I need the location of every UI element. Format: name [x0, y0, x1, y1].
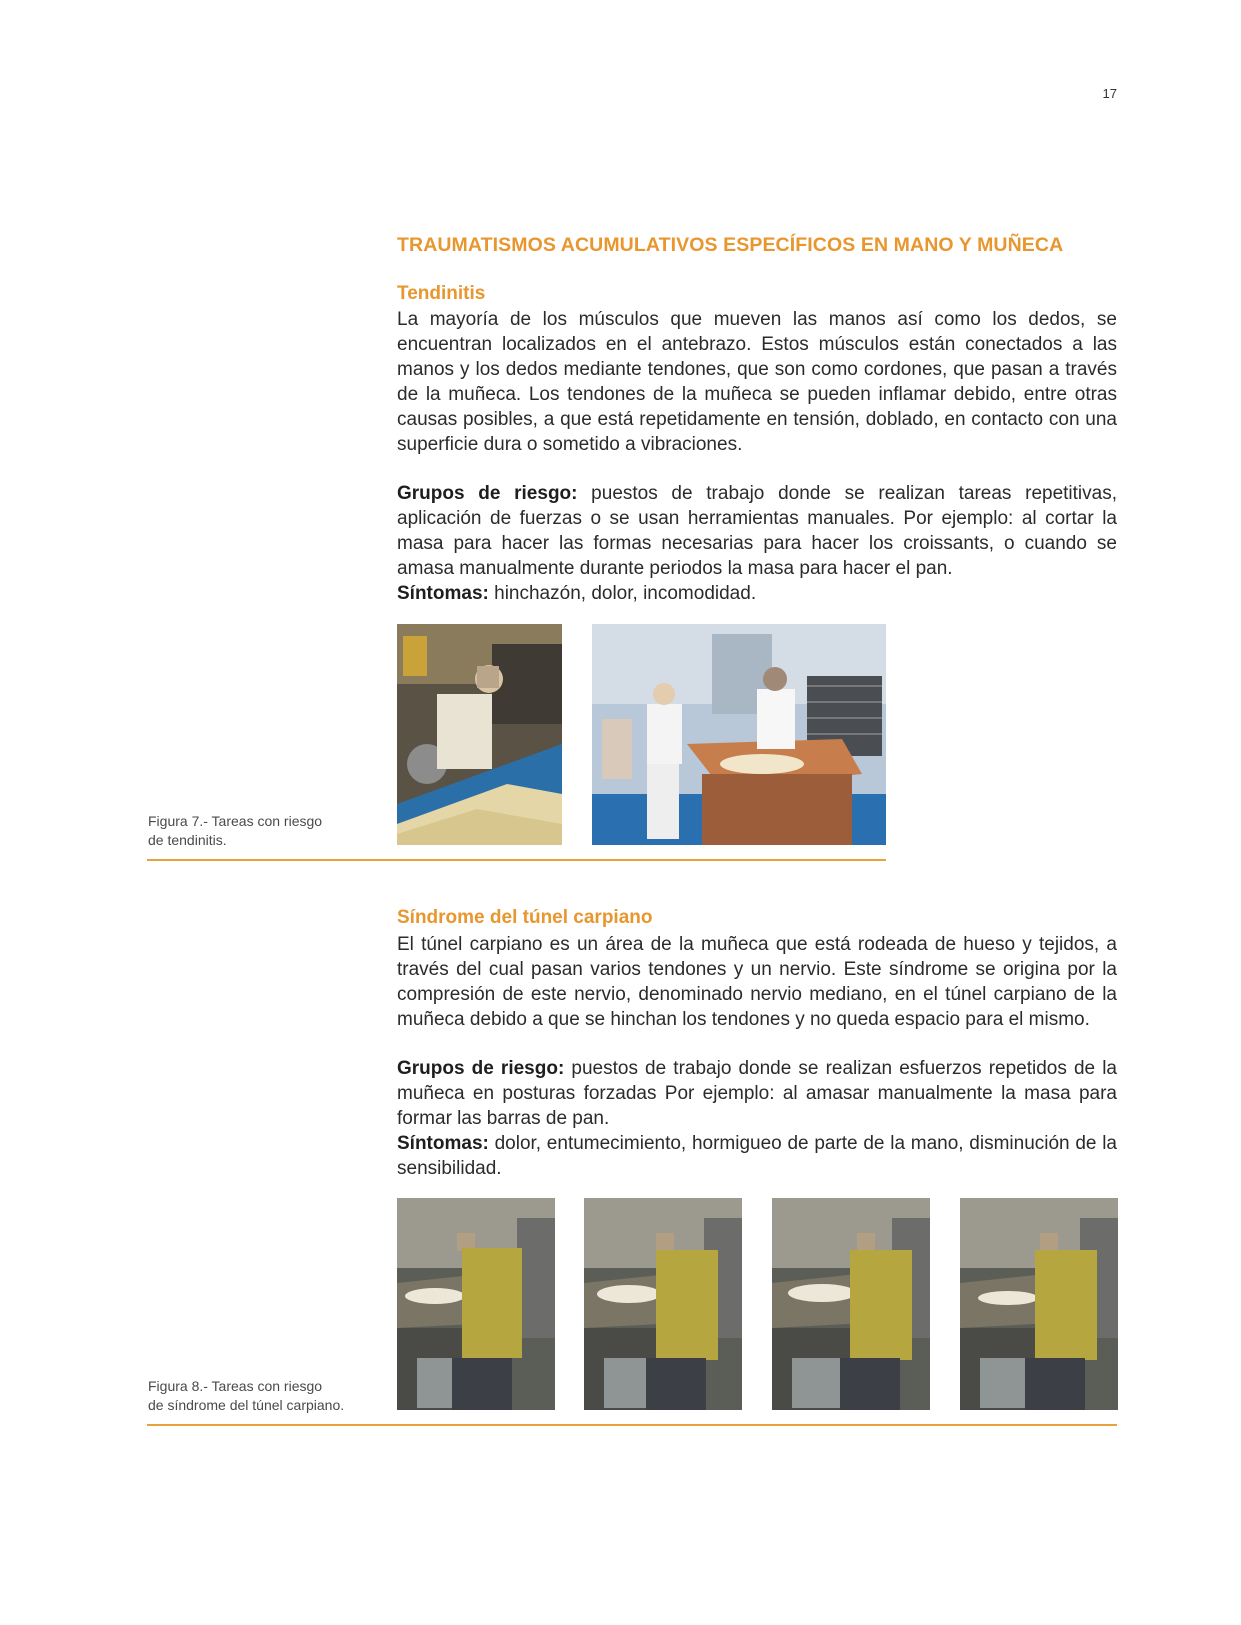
section-title: TRAUMATISMOS ACUMULATIVOS ESPECÍFICOS EN MANO Y MUÑECA: [397, 234, 1064, 256]
figure-7-caption-line1: Figura 7.- Tareas con riesgo: [148, 813, 323, 829]
figure-8-divider: [147, 1424, 1117, 1426]
page-number: 17: [1102, 86, 1117, 101]
symptoms-label: Síntomas:: [397, 1133, 489, 1154]
figure-7-divider: [147, 859, 886, 861]
carpal-tunnel-title: Síndrome del túnel carpiano: [397, 907, 653, 928]
risk-groups-text: puestos de trabajo donde se realizan tareas repetitivas, aplicación de fuerzas o se usan herramientas manuales. Por ejemplo: al cortar la masa para hacer las formas necesarias para hacer los croissants, o cuando se amasa manualmente durante periodos la masa para hacer el pan.: [397, 483, 1117, 579]
symptoms-label: Síntomas:: [397, 583, 489, 604]
figure-8-caption-line2: de síndrome del túnel carpiano.: [148, 1397, 345, 1413]
figure-7-caption: [148, 812, 378, 850]
figure-8-photo-4: [960, 1198, 1118, 1410]
figure-8-caption-line1: Figura 8.- Tareas con riesgo: [148, 1378, 323, 1394]
figure-7-caption-line2: de tendinitis.: [148, 832, 227, 848]
risk-groups-label: Grupos de riesgo:: [397, 1058, 565, 1079]
figure-8-caption: [148, 1377, 378, 1415]
carpal-tunnel-risk-groups: [397, 1056, 1117, 1131]
figure-8-photo-1: [397, 1198, 555, 1410]
symptoms-text: dolor, entumecimiento, hormigueo de parte de la mano, disminución de la sensibilidad.: [397, 1133, 1117, 1179]
carpal-tunnel-symptoms: [397, 1131, 1117, 1181]
tendinitis-body: La mayoría de los músculos que mueven las manos así como los dedos, se encuentran localizados en el antebrazo. Estos músculos están conectados a las manos y los dedos mediante tendones, que son como cordones, que pasan a través de la muñeca. Los tendones de la muñeca se pueden inflamar debido, entre otras causas posibles, a que está repetidamente en tensión, doblado, en contacto con una superficie dura o sometido a vibraciones.: [397, 309, 1117, 455]
tendinitis-symptoms: [397, 581, 1117, 606]
figure-8-photo-2: [584, 1198, 742, 1410]
symptoms-text: hinchazón, dolor, incomodidad.: [488, 583, 757, 604]
risk-groups-label: Grupos de riesgo:: [397, 483, 578, 504]
figure-7-photo-cutting-dough: [397, 624, 562, 845]
carpal-tunnel-body: El túnel carpiano es un área de la muñeca que está rodeada de hueso y tejidos, a través del cual pasan varios tendones y un nervio. Este síndrome se origina por la compresión de este nervio, denominado nervio mediano, en el túnel carpiano de la muñeca debido a que se hinchan los tendones y no queda espacio para el mismo.: [397, 934, 1117, 1030]
figure-8-photo-3: [772, 1198, 930, 1410]
risk-groups-text: puestos de trabajo donde se realizan esfuerzos repetidos de la muñeca en posturas forzadas Por ejemplo: al amasar manualmente la masa para formar las barras de pan.: [397, 1058, 1117, 1129]
tendinitis-title: Tendinitis: [397, 283, 486, 304]
tendinitis-risk-groups: [397, 481, 1117, 581]
figure-7-photo-bakery-workers: [592, 624, 886, 845]
